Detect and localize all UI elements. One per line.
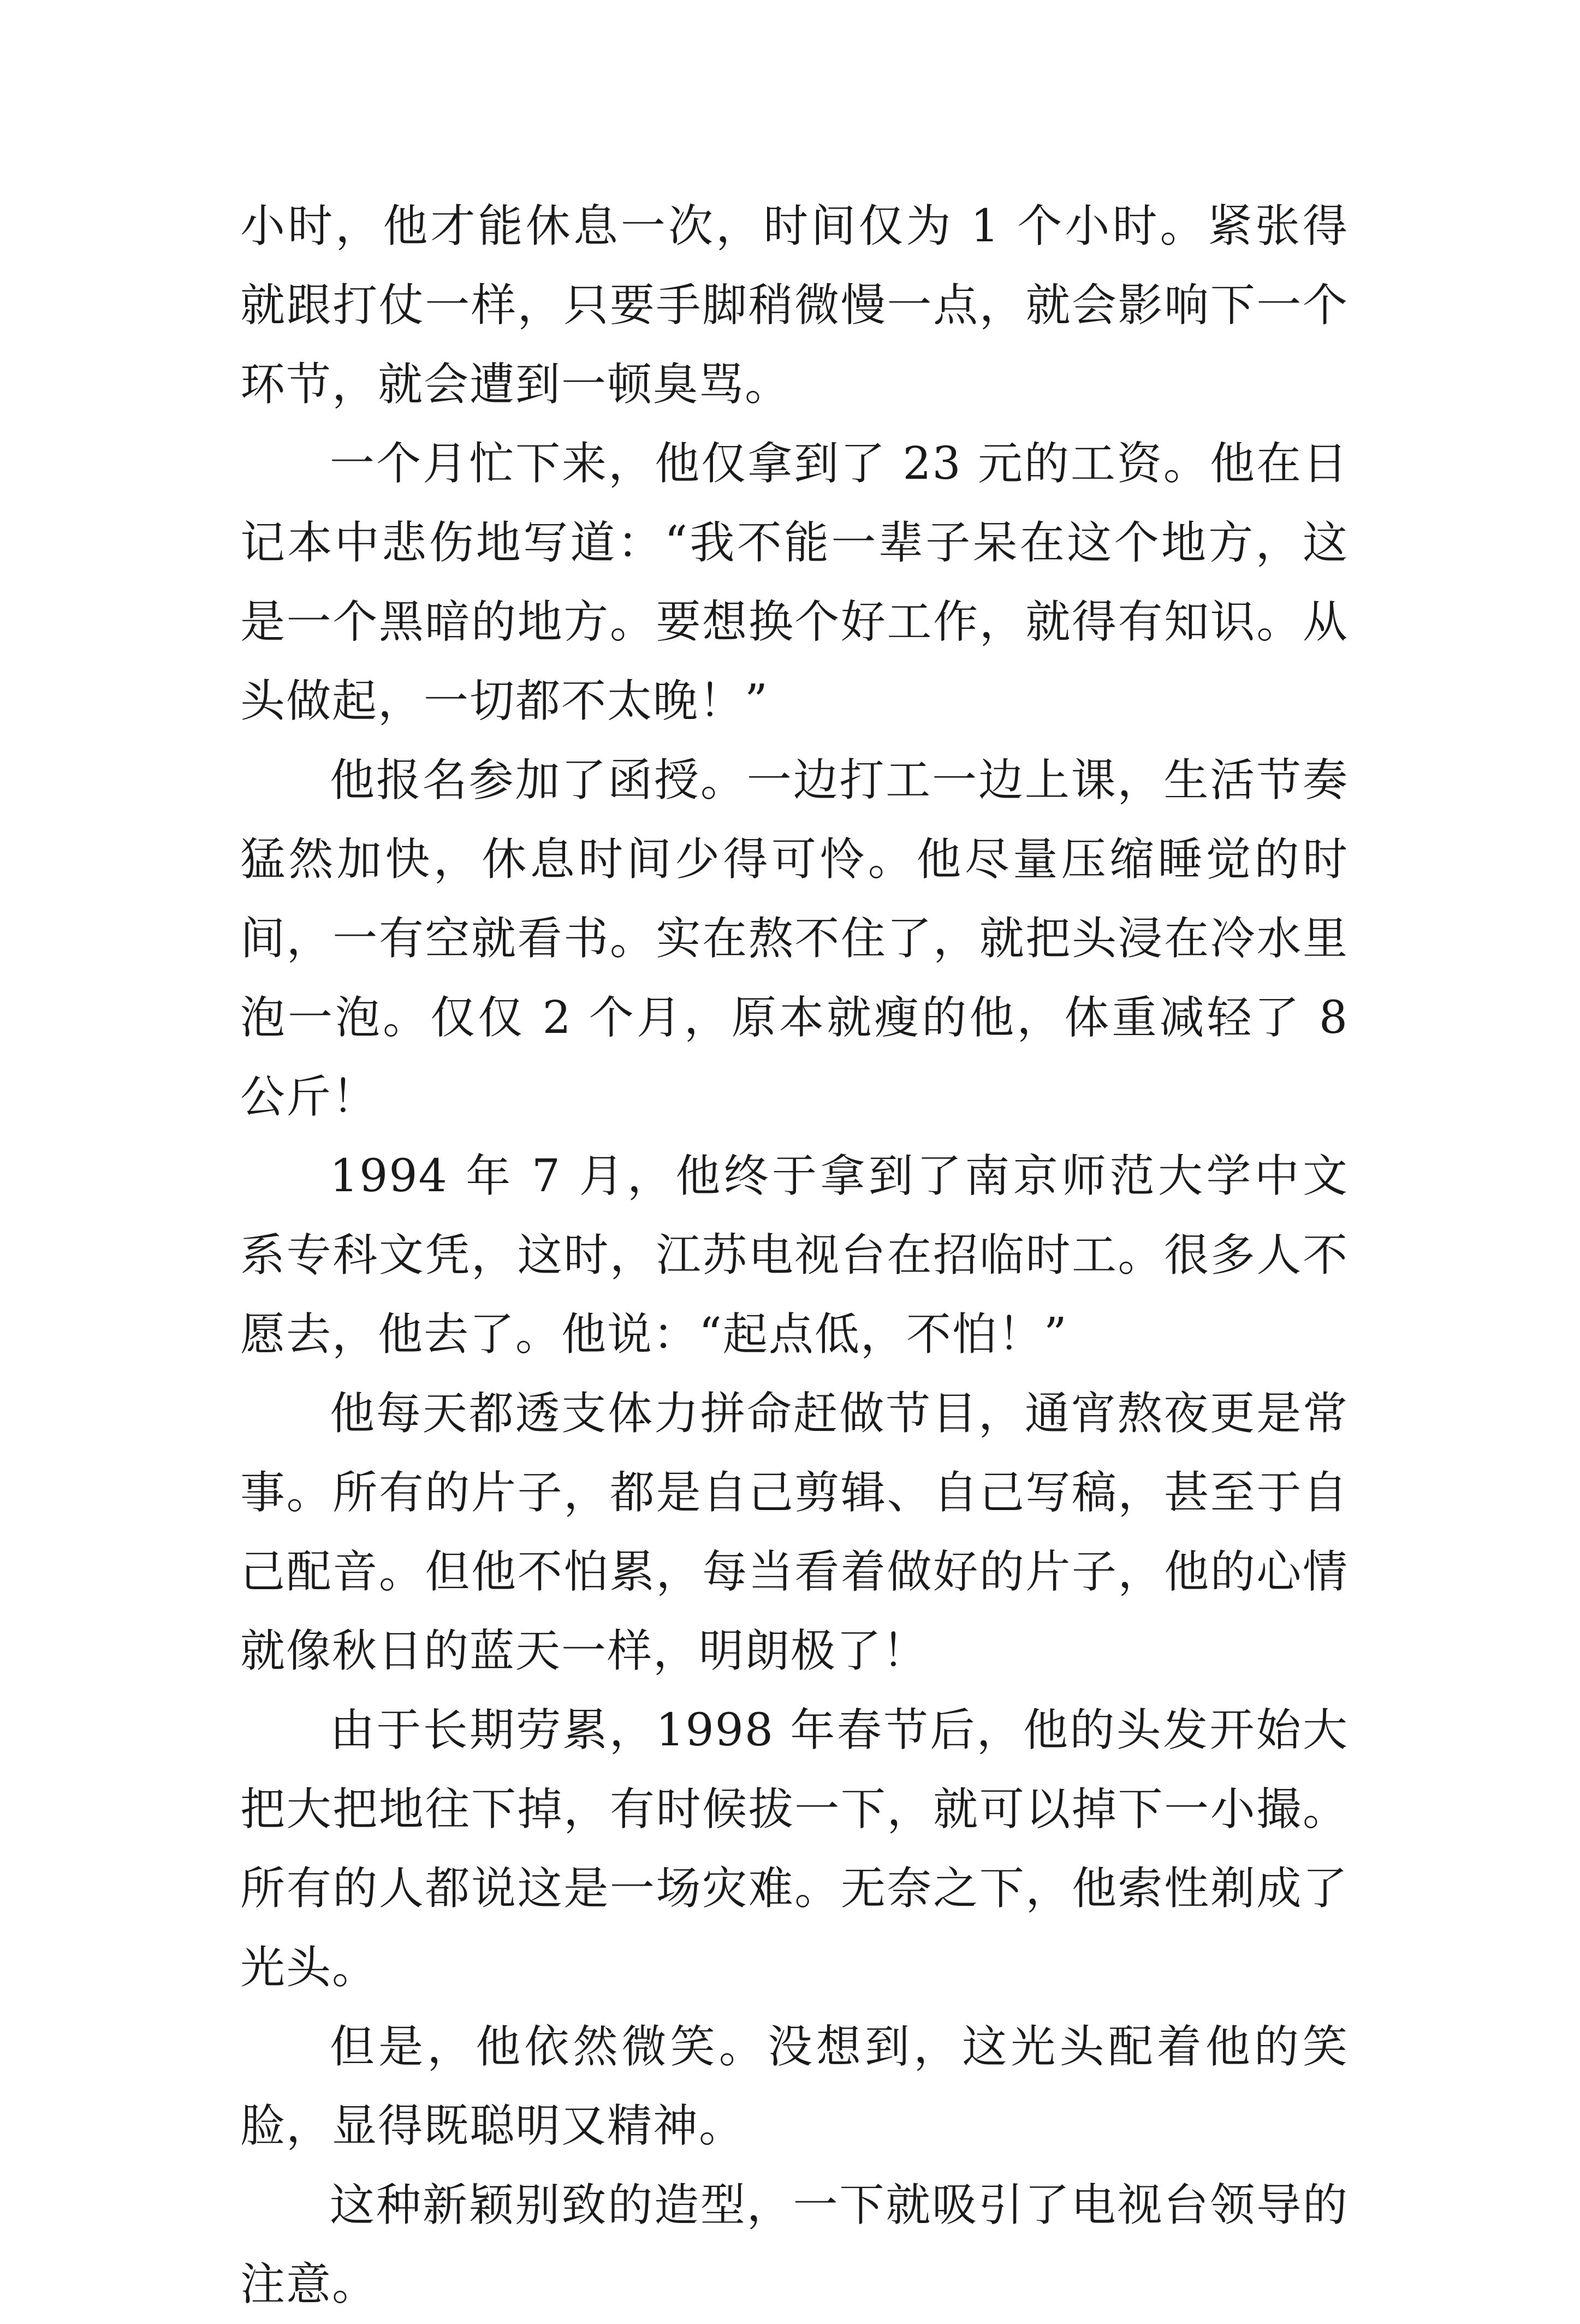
paragraph: 他报名参加了函授。一边打工一边上课，生活节奏猛然加快，休息时间少得可怜。他尽量压缩睡觉的时间，一有空就看书。实在熬不住了，就把头浸在冷水里泡一泡。仅仅 2 个月，原本就瘦的他，体重减轻了 8 公斤！: [240, 754, 1349, 1123]
paragraph: 这种新颖别致的造型，一下就吸引了电视台领导的注意。: [240, 2179, 1349, 2310]
paragraph: 由于长期劳累，1998 年春节后，他的头发开始大把大把地往下掉，有时候拔一下，就可以掉下一小撮。所有的人都说这是一场灾难。无奈之下，他索性剃成了光头。: [240, 1704, 1349, 1994]
paragraph: 1994 年 7 月，他终于拿到了南京师范大学中文系专科文凭，这时，江苏电视台在招临时工。很多人不愿去，他去了。他说：“起点低，不怕！”: [240, 1150, 1349, 1360]
paragraph: 他每天都透支体力拼命赶做节目，通宵熬夜更是常事。所有的片子，都是自己剪辑、自己写稿，甚至于自己配音。但他不怕累，每当看着做好的片子，他的心情就像秋日的蓝天一样，明朗极了！: [240, 1388, 1349, 1677]
paragraph: 一个月忙下来，他仅拿到了 23 元的工资。他在日记本中悲伤地写道：“我不能一辈子呆在这个地方，这是一个黑暗的地方。要想换个好工作，就得有知识。从头做起，一切都不太晚！”: [240, 438, 1349, 727]
paragraph: 但是，他依然微笑。没想到，这光头配着他的笑脸，显得既聪明又精神。: [240, 2021, 1349, 2152]
body-text: [240, 187, 1349, 2324]
paragraph-continuation: 小时，他才能休息一次，时间仅为 1 个小时。紧张得就跟打仗一样，只要手脚稍微慢一点，就会影响下一个环节，就会遭到一顿臭骂。: [240, 200, 1349, 411]
